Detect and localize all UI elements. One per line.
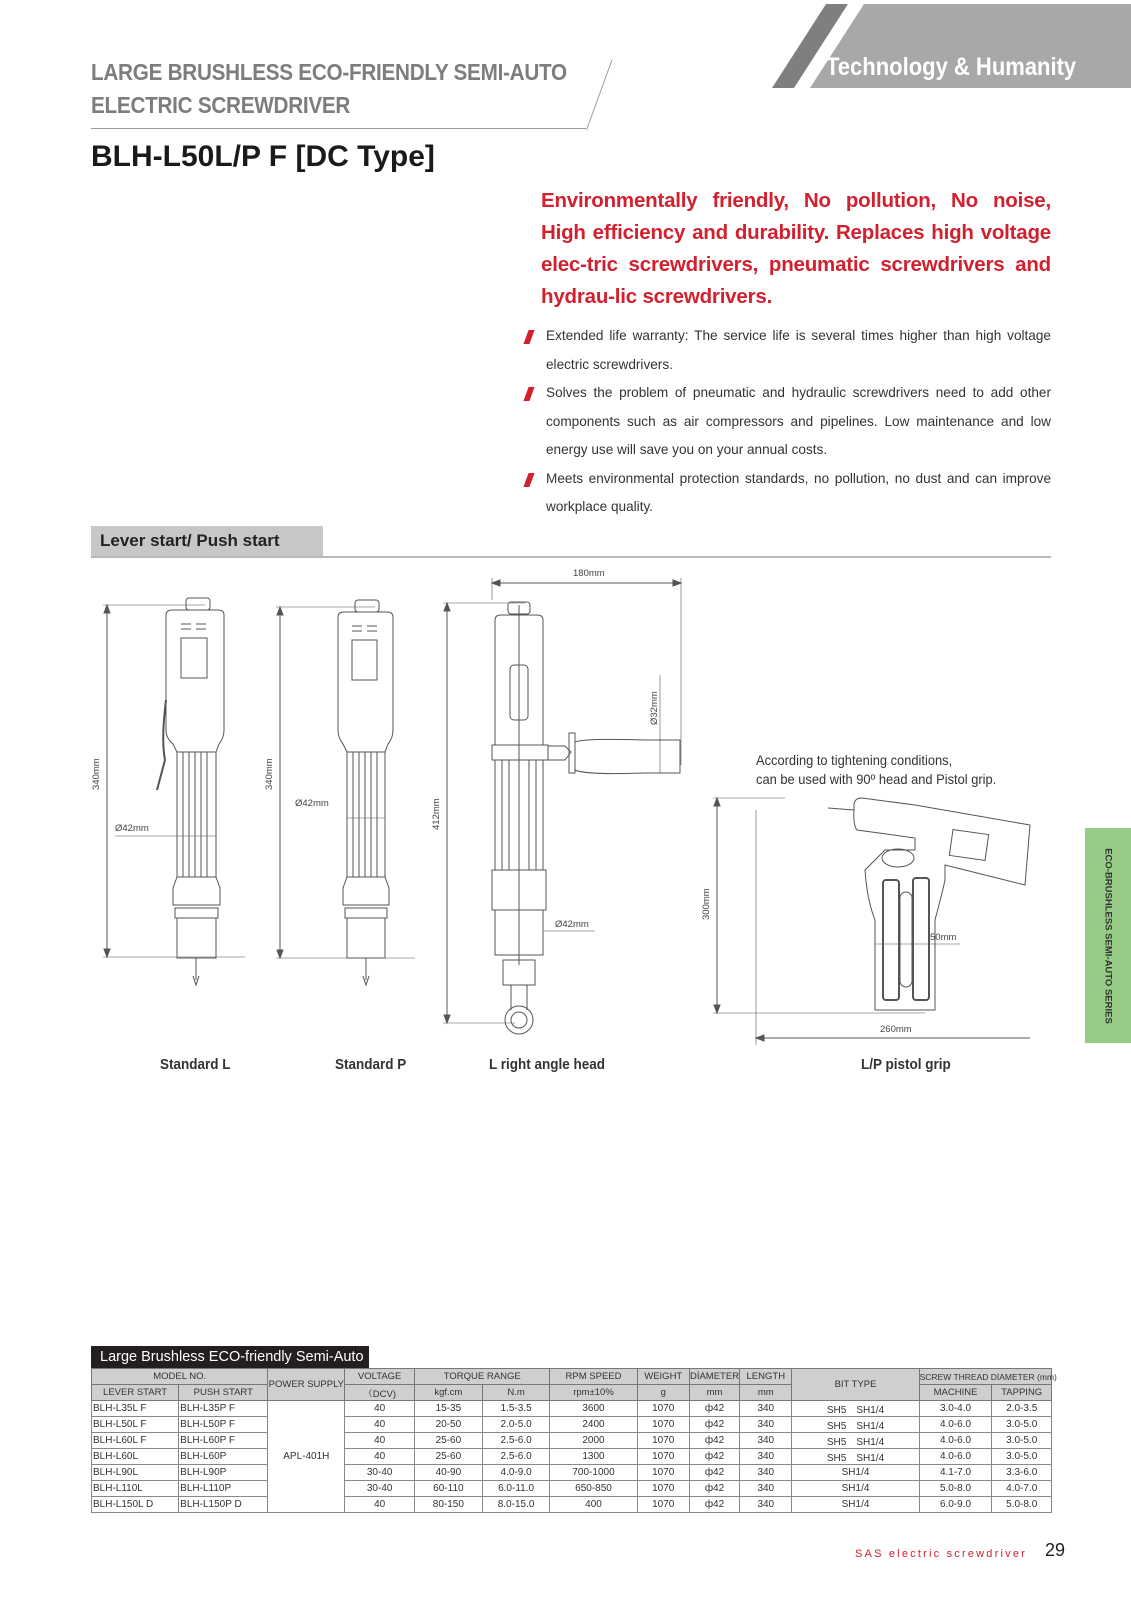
col-weight: WEIGHT	[637, 1369, 689, 1385]
cell-push: BLH-L35P F	[179, 1401, 268, 1417]
col-bit-type: BIT TYPE	[792, 1369, 919, 1401]
slash-bullet-icon	[523, 387, 534, 401]
cell-lever: BLH-L60L	[92, 1449, 179, 1465]
col-screw-thread: SCREW THREAD DİAMETER (mm)	[919, 1369, 1051, 1385]
cell-rpm: 700-1000	[550, 1465, 637, 1481]
spec-table-body	[92, 1401, 1052, 1513]
cell-tapping: 5.0-8.0	[992, 1497, 1052, 1513]
table-row	[92, 1401, 1052, 1417]
note-line-1: According to tightening conditions,	[756, 752, 953, 768]
cell-lever: BLH-L110L	[92, 1481, 179, 1497]
cell-lever: BLH-L35L F	[92, 1401, 179, 1417]
cell-rpm: 2400	[550, 1417, 637, 1433]
page-title: BLH-L50L/P F [DC Type]	[91, 140, 435, 173]
cell-weight: 1070	[637, 1465, 689, 1481]
cell-length: 340	[740, 1481, 792, 1497]
caption-standard-l: Standard L	[160, 1056, 231, 1073]
cell-push: BLH-L60P F	[179, 1433, 268, 1449]
cell-push: BLH-L110P	[179, 1481, 268, 1497]
feature-item	[524, 465, 1051, 522]
cell-voltage: 40	[345, 1401, 415, 1417]
section-divider	[91, 556, 1051, 558]
cell-kgf: 40-90	[415, 1465, 483, 1481]
col-length-unit: mm	[740, 1385, 792, 1401]
cell-bit: SH5 SH1/4	[792, 1449, 919, 1465]
cell-machine: 4.0-6.0	[919, 1433, 992, 1449]
table-row	[92, 1449, 1052, 1465]
slash-bullet-icon	[523, 473, 534, 487]
cell-lever: BLH-L50L F	[92, 1417, 179, 1433]
table-row	[92, 1481, 1052, 1497]
cell-rpm: 3600	[550, 1401, 637, 1417]
dim-pg-grip: 50mm	[930, 932, 957, 943]
cell-tapping: 4.0-7.0	[992, 1481, 1052, 1497]
cell-length: 340	[740, 1497, 792, 1513]
cell-rpm: 400	[550, 1497, 637, 1513]
cell-weight: 1070	[637, 1481, 689, 1497]
cell-length: 340	[740, 1465, 792, 1481]
cell-kgf: 25-60	[415, 1449, 483, 1465]
cell-rpm: 2000	[550, 1433, 637, 1449]
col-lever-start: LEVER START	[92, 1385, 179, 1401]
col-voltage: VOLTAGE	[345, 1369, 415, 1385]
cell-tapping: 3.0-5.0	[992, 1449, 1052, 1465]
header-divider	[91, 128, 586, 129]
feature-text: Meets environmental protection standards, no pollution, no dust and can improve workplace quality.	[546, 470, 1051, 514]
cell-nm: 4.0-9.0	[482, 1465, 550, 1481]
cell-nm: 2.5-6.0	[482, 1449, 550, 1465]
cell-weight: 1070	[637, 1433, 689, 1449]
cell-rpm: 1300	[550, 1449, 637, 1465]
cell-bit: SH5 SH1/4	[792, 1401, 919, 1417]
footer-brand: SAS electric screwdriver	[855, 1548, 1027, 1560]
cell-kgf: 25-60	[415, 1433, 483, 1449]
cell-voltage: 30-40	[345, 1465, 415, 1481]
col-torque-range: TORQUE RANGE	[415, 1369, 550, 1385]
feature-text: Solves the problem of pneumatic and hydraulic screwdrivers need to add other components such as air compressors and pipelines. Low maintenance and low energy use will save you on your annual costs.	[546, 385, 1051, 457]
col-power-supply: POWER SUPPLY	[268, 1369, 345, 1401]
cell-tapping: 2.0-3.5	[992, 1401, 1052, 1417]
cell-voltage: 40	[345, 1449, 415, 1465]
cell-push: BLH-L60P	[179, 1449, 268, 1465]
cell-voltage: 40	[345, 1417, 415, 1433]
feature-item	[524, 322, 1051, 379]
cell-tapping: 3.0-5.0	[992, 1417, 1052, 1433]
cell-length: 340	[740, 1401, 792, 1417]
pistol-grip-drawing	[713, 798, 1030, 1045]
cell-bit: SH1/4	[792, 1465, 919, 1481]
cell-length: 340	[740, 1417, 792, 1433]
cell-voltage: 40	[345, 1497, 415, 1513]
product-category-title	[91, 56, 567, 122]
col-rpm-speed: RPM SPEED	[550, 1369, 637, 1385]
cell-push: BLH-L90P	[179, 1465, 268, 1481]
cell-dia: ф42	[689, 1417, 739, 1433]
table-row	[92, 1417, 1052, 1433]
col-push-start: PUSH START	[179, 1385, 268, 1401]
cell-lever: BLH-L60L F	[92, 1433, 179, 1449]
cell-length: 340	[740, 1433, 792, 1449]
cell-bit: SH5 SH1/4	[792, 1433, 919, 1449]
col-tapping: TAPPING	[992, 1385, 1052, 1401]
cell-dia: ф42	[689, 1465, 739, 1481]
col-weight-unit: g	[637, 1385, 689, 1401]
cell-weight: 1070	[637, 1417, 689, 1433]
feature-item	[524, 379, 1051, 465]
dim-std-p-length: 340mm	[264, 758, 275, 790]
dim-ra-diameter: Ø42mm	[555, 919, 589, 930]
cell-nm: 2.5-6.0	[482, 1433, 550, 1449]
dim-std-l-diameter: Ø42mm	[115, 823, 149, 834]
cell-weight: 1070	[637, 1401, 689, 1417]
cell-nm: 8.0-15.0	[482, 1497, 550, 1513]
cell-voltage: 40	[345, 1433, 415, 1449]
page-number: 29	[1045, 1540, 1066, 1560]
spec-table	[91, 1368, 1057, 1513]
dim-ra-width: 180mm	[573, 568, 605, 579]
header-divider-slash	[586, 60, 612, 130]
cell-tapping: 3.0-5.0	[992, 1433, 1052, 1449]
cell-machine: 4.1-7.0	[919, 1465, 992, 1481]
cell-push: BLH-L150P D	[179, 1497, 268, 1513]
col-machine: MACHINE	[919, 1385, 992, 1401]
product-drawings	[85, 568, 1045, 1050]
cell-rpm: 650-850	[550, 1481, 637, 1497]
section-heading: Lever start/ Push start	[100, 531, 280, 550]
subtitle-line-2: ELECTRIC SCREWDRIVER	[91, 92, 351, 118]
tagline: Technology & Humanity	[826, 53, 1077, 81]
cell-kgf: 20-50	[415, 1417, 483, 1433]
col-model-no: MODEL NO.	[92, 1369, 268, 1385]
table-row	[92, 1497, 1052, 1513]
dim-ra-length: 412mm	[431, 798, 442, 830]
cell-bit: SH5 SH1/4	[792, 1417, 919, 1433]
cell-voltage: 30-40	[345, 1481, 415, 1497]
cell-machine: 3.0-4.0	[919, 1401, 992, 1417]
cell-tapping: 3.3-6.0	[992, 1465, 1052, 1481]
caption-standard-p: Standard P	[335, 1056, 407, 1073]
cell-weight: 1070	[637, 1449, 689, 1465]
col-torque-kgf: kgf.cm	[415, 1385, 483, 1401]
caption-pistol-grip: L/P pistol grip	[861, 1056, 951, 1073]
feature-list	[524, 322, 1051, 522]
col-rpm-unit: rpm±10%	[550, 1385, 637, 1401]
subtitle-line-1: LARGE BRUSHLESS ECO-FRIENDLY SEMI-AUTO	[91, 59, 567, 85]
cell-kgf: 15-35	[415, 1401, 483, 1417]
cell-kgf: 80-150	[415, 1497, 483, 1513]
cell-machine: 6.0-9.0	[919, 1497, 992, 1513]
cell-power-supply: APL-401H	[268, 1401, 345, 1513]
table-header-row	[92, 1369, 1052, 1385]
cell-dia: ф42	[689, 1497, 739, 1513]
table-title: Large Brushless ECO-friendly Semi-Auto	[91, 1346, 369, 1368]
cell-nm: 2.0-5.0	[482, 1417, 550, 1433]
col-voltage-unit: （DCV)	[345, 1385, 415, 1401]
cell-nm: 1.5-3.5	[482, 1401, 550, 1417]
table-row	[92, 1433, 1052, 1449]
cell-dia: ф42	[689, 1481, 739, 1497]
cell-nm: 6.0-11.0	[482, 1481, 550, 1497]
cell-machine: 4.0-6.0	[919, 1417, 992, 1433]
cell-weight: 1070	[637, 1497, 689, 1513]
cell-length: 340	[740, 1449, 792, 1465]
feature-text: Extended life warranty: The service life is several times higher than high voltage electric screwdrivers.	[546, 328, 1051, 372]
pistol-grip-note	[756, 751, 996, 789]
cell-dia: ф42	[689, 1433, 739, 1449]
dim-pg-height: 300mm	[701, 888, 712, 920]
note-line-2: can be used with 90º head and Pistol grip.	[756, 771, 997, 787]
cell-bit: SH1/4	[792, 1497, 919, 1513]
series-side-label	[1085, 828, 1131, 1043]
series-label-text: ECO-BRUSHLESS SEMI-AUTO SERIES	[1102, 847, 1114, 1024]
cell-lever: BLH-L90L	[92, 1465, 179, 1481]
dim-std-l-length: 340mm	[91, 758, 102, 790]
col-diameter: DİAMETER	[689, 1369, 739, 1385]
cell-bit: SH1/4	[792, 1481, 919, 1497]
dim-ra-handle-diameter: Ø32mm	[649, 691, 660, 725]
cell-machine: 5.0-8.0	[919, 1481, 992, 1497]
cell-kgf: 60-110	[415, 1481, 483, 1497]
cell-lever: BLH-L150L D	[92, 1497, 179, 1513]
caption-right-angle-head: L right angle head	[489, 1056, 606, 1073]
table-row	[92, 1465, 1052, 1481]
dim-pg-length: 260mm	[880, 1024, 912, 1035]
standard-p-drawing	[276, 600, 415, 985]
cell-dia: ф42	[689, 1401, 739, 1417]
lead-paragraph: Environmentally friendly, No pollution, No noise, High efficiency and durability. Replaces high voltage elec-tric screwdrivers, pneumatic screwdrivers and hydrau-lic screwdrivers.	[541, 189, 1051, 308]
col-diameter-unit: mm	[689, 1385, 739, 1401]
col-torque-nm: N.m	[482, 1385, 550, 1401]
right-angle-head-drawing	[443, 578, 681, 1034]
dim-std-p-diameter: Ø42mm	[295, 798, 329, 809]
standard-l-drawing	[103, 598, 245, 985]
cell-push: BLH-L50P F	[179, 1417, 268, 1433]
cell-dia: ф42	[689, 1449, 739, 1465]
cell-machine: 4.0-6.0	[919, 1449, 992, 1465]
col-length: LENGTH	[740, 1369, 792, 1385]
slash-bullet-icon	[523, 330, 534, 344]
